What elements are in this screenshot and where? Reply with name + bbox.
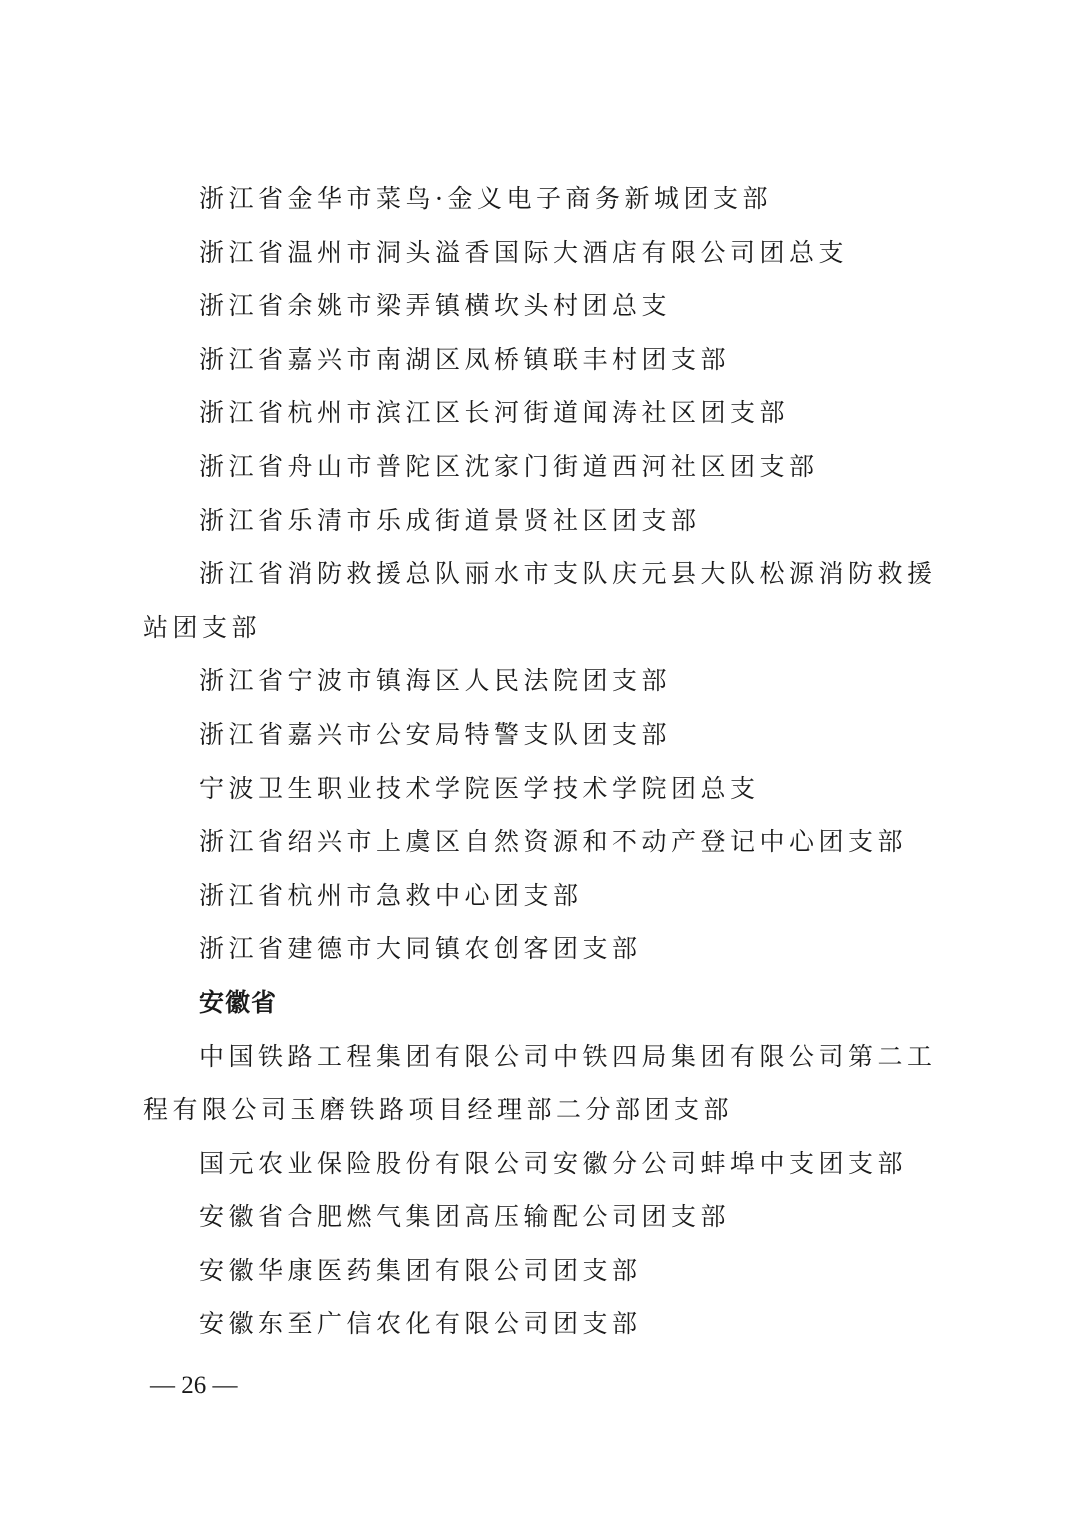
- page-number: — 26 —: [150, 1372, 238, 1399]
- list-item: 安徽省合肥燃气集团高压输配公司团支部: [199, 1202, 731, 1232]
- list-item: 浙江省乐清市乐成街道景贤社区团支部: [199, 505, 701, 535]
- list-item: 浙江省消防救援总队丽水市支队庆元县大队松源消防救援站团支部: [143, 559, 937, 642]
- list-item: 国元农业保险股份有限公司安徽分公司蚌埠中支团支部: [199, 1148, 908, 1178]
- list-item: 浙江省余姚市梁弄镇横坎头村团总支: [199, 291, 672, 321]
- list-item: 安徽华康医药集团有限公司团支部: [199, 1255, 642, 1285]
- list-item: 浙江省嘉兴市公安局特警支队团支部: [199, 719, 672, 749]
- list-item: 浙江省宁波市镇海区人民法院团支部: [199, 666, 672, 696]
- list-item: 浙江省绍兴市上虞区自然资源和不动产登记中心团支部: [199, 827, 908, 857]
- org-list: [143, 172, 943, 1351]
- list-item: 浙江省金华市菜鸟·金义电子商务新城团支部: [199, 184, 772, 213]
- list-item: 浙江省建德市大同镇农创客团支部: [199, 934, 642, 964]
- list-item: 浙江省舟山市普陀区沈家门街道西河社区团支部: [199, 451, 819, 481]
- list-item: 浙江省温州市洞头溢香国际大酒店有限公司团总支: [199, 237, 849, 267]
- section-heading-anhui: 安徽省: [199, 987, 278, 1017]
- list-item: 浙江省杭州市急救中心团支部: [199, 880, 583, 910]
- list-item: 浙江省嘉兴市南湖区凤桥镇联丰村团支部: [199, 344, 731, 374]
- list-item: 浙江省杭州市滨江区长河街道闻涛社区团支部: [199, 398, 790, 428]
- list-item: 中国铁路工程集团有限公司中铁四局集团有限公司第二工程有限公司玉磨铁路项目经理部二分部团支部: [143, 1041, 937, 1125]
- list-item: 安徽东至广信农化有限公司团支部: [199, 1309, 642, 1339]
- list-item: 宁波卫生职业技术学院医学技术学院团总支: [199, 773, 760, 803]
